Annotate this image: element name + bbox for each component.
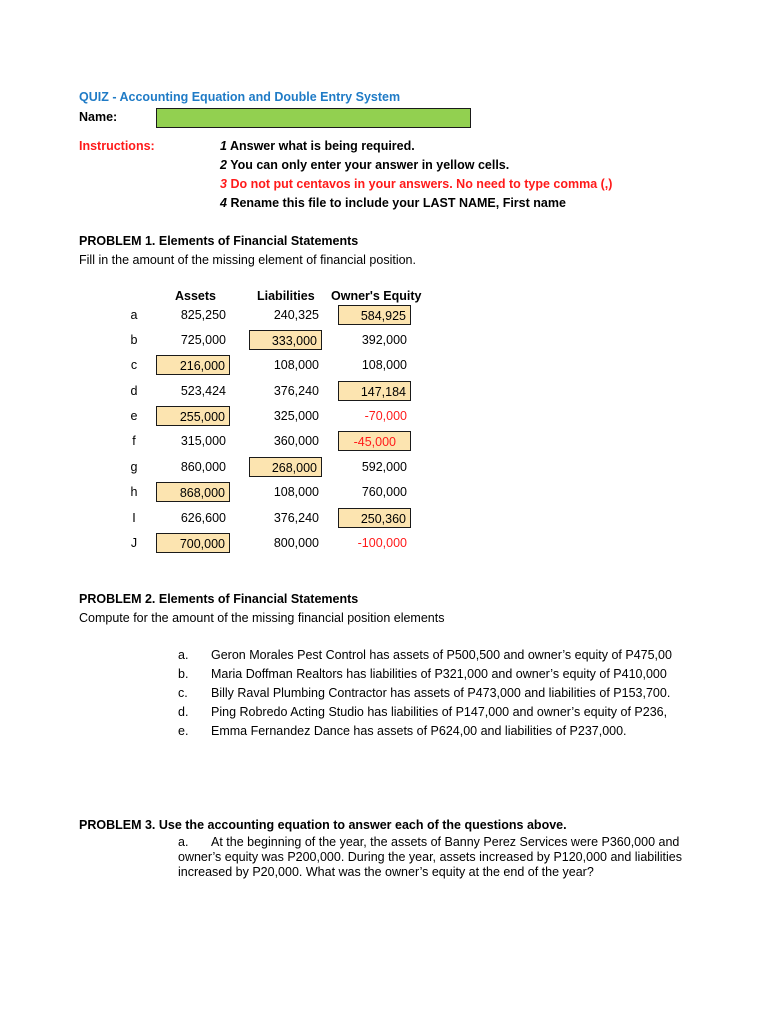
equity-cell: 392,000 [361,333,407,347]
col-header-assets: Assets [175,289,216,303]
assets-answer-cell[interactable]: 700,000 [156,533,230,553]
row-label: d [130,384,138,398]
assets-answer-cell[interactable]: 216,000 [156,355,230,375]
equity-answer-cell[interactable]: 250,360 [338,508,411,528]
row-label: g [130,460,138,474]
liabilities-answer-cell[interactable]: 333,000 [249,330,322,350]
problem2-item-label: b. [178,667,189,681]
assets-cell: 860,000 [180,460,226,474]
row-label: a [130,308,138,322]
problem2-item-text: Maria Doffman Realtors has liabilities of P321,000 and owner’s equity of P410,000 [211,667,667,681]
assets-cell: 315,000 [180,434,226,448]
problem2-item-label: a. [178,648,189,662]
problem3-line: At the beginning of the year, the assets of Banny Perez Services were P360,000 and [211,835,680,849]
liabilities-cell: 108,000 [273,358,319,372]
problem2-item-text: Geron Morales Pest Control has assets of P500,500 and owner’s equity of P475,00 [211,648,672,662]
problem3-line: increased by P20,000. What was the owner’s equity at the end of the year? [178,865,594,879]
instruction-number: 4 [220,196,227,210]
equity-cell: -70,000 [364,409,407,423]
assets-answer-cell[interactable]: 255,000 [156,406,230,426]
instruction-1 [220,139,415,153]
problem2-item-label: c. [178,686,188,700]
row-label: J [130,536,138,550]
problem2-heading: PROBLEM 2. Elements of Financial Statements [79,592,359,606]
problem2-subheading: Compute for the amount of the missing financial position elements [79,611,445,625]
problem2-item-text: Billy Raval Plumbing Contractor has assets of P473,000 and liabilities of P153,700. [211,686,671,700]
problem3-item-label: a. [178,835,189,849]
problem1-subheading: Fill in the amount of the missing element of financial position. [79,253,416,267]
equity-answer-cell[interactable]: 147,184 [338,381,411,401]
liabilities-cell: 376,240 [273,511,319,525]
assets-cell: 626,600 [180,511,226,525]
problem2-item-text: Ping Robredo Acting Studio has liabilities of P147,000 and owner’s equity of P236, [211,705,668,719]
instruction-text: Do not put centavos in your answers. No need to type comma (,) [230,177,613,191]
liabilities-cell: 376,240 [273,384,319,398]
col-header-liabilities: Liabilities [257,289,315,303]
instruction-4 [220,196,566,210]
instruction-text: Rename this file to include your LAST NAME, First name [230,196,566,210]
assets-cell: 523,424 [180,384,226,398]
liabilities-cell: 800,000 [273,536,319,550]
instruction-text: Answer what is being required. [229,139,415,153]
assets-answer-cell[interactable]: 868,000 [156,482,230,502]
instruction-number: 1 [220,139,227,153]
row-label: c [130,358,138,372]
liabilities-cell: 360,000 [273,434,319,448]
row-label: I [132,511,136,525]
assets-cell: 725,000 [180,333,226,347]
equity-cell: 592,000 [361,460,407,474]
col-header-owners-equity: Owner's Equity [331,289,422,303]
problem3-line: owner’s equity was P200,000. During the year, assets increased by P120,000 and liabilities [178,850,683,864]
instructions-label: Instructions: [79,139,155,153]
row-label: b [130,333,138,347]
problem2-item-text: Emma Fernandez Dance has assets of P624,00 and liabilities of P237,000. [211,724,627,738]
liabilities-cell: 108,000 [273,485,319,499]
instruction-number: 2 [220,158,227,172]
liabilities-cell: 240,325 [273,308,319,322]
row-label: f [132,434,136,448]
equity-answer-cell[interactable]: -45,000 [338,431,411,451]
equity-answer-cell[interactable]: 584,925 [338,305,411,325]
assets-cell: 825,250 [180,308,226,322]
liabilities-answer-cell[interactable]: 268,000 [249,457,322,477]
liabilities-cell: 325,000 [273,409,319,423]
quiz-title: QUIZ - Accounting Equation and Double Entry System [79,90,401,104]
row-label: h [130,485,138,499]
instruction-number: 3 [220,177,227,191]
problem1-heading: PROBLEM 1. Elements of Financial Statements [79,234,359,248]
instruction-3 [220,177,612,191]
name-input[interactable] [156,108,471,128]
problem3-heading: PROBLEM 3. Use the accounting equation to answer each of the questions above. [79,818,567,832]
equity-cell: 108,000 [361,358,407,372]
problem2-item-label: d. [178,705,189,719]
name-label: Name: [79,110,118,124]
row-label: e [130,409,138,423]
instruction-text: You can only enter your answer in yellow cells. [230,158,510,172]
equity-cell: -100,000 [357,536,407,550]
equity-cell: 760,000 [361,485,407,499]
instruction-2 [220,158,509,172]
problem2-item-label: e. [178,724,189,738]
